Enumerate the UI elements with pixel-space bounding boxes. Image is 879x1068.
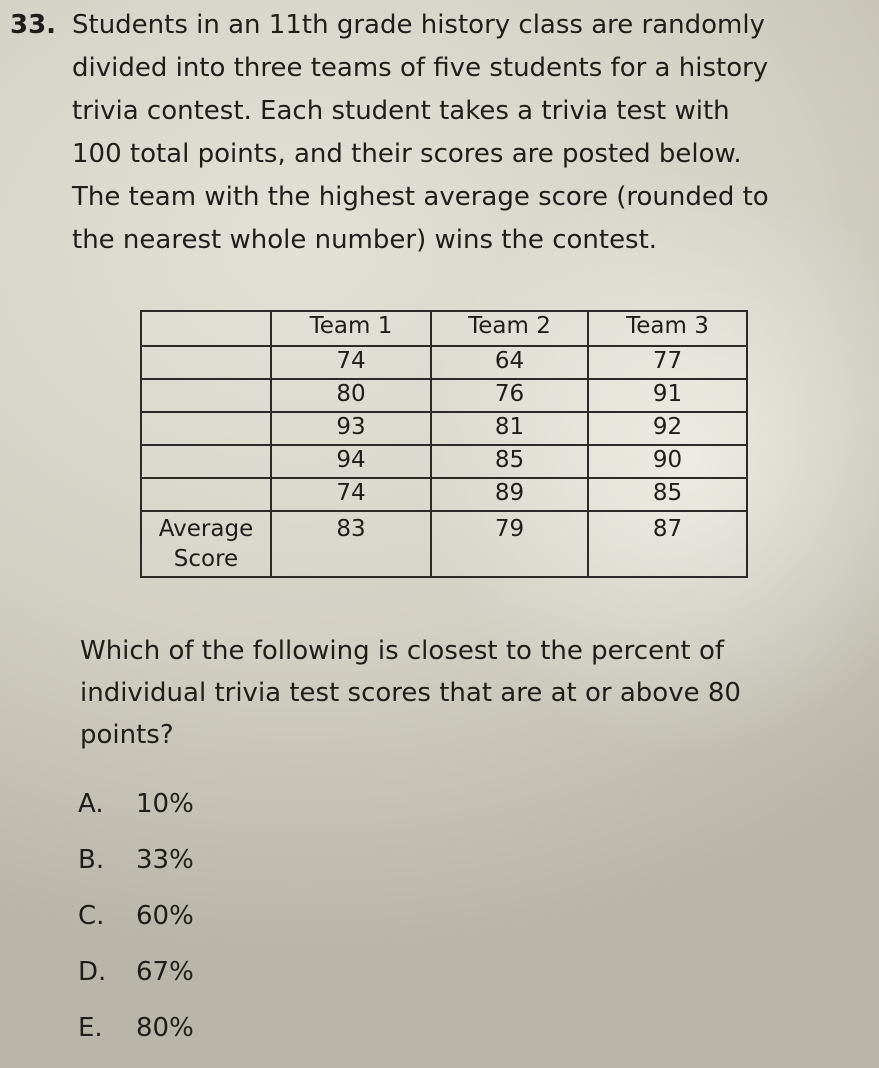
average-score-label bbox=[141, 511, 271, 577]
question-line: trivia contest. Each student takes a trivia test with bbox=[72, 96, 730, 126]
answer-choices bbox=[78, 776, 194, 1056]
answer-choice-e[interactable] bbox=[78, 1000, 194, 1056]
question-prompt bbox=[80, 630, 860, 756]
question-line: Students in an 11th grade history class are randomly bbox=[72, 10, 765, 40]
average-score-cell: 83 bbox=[271, 511, 431, 577]
table-cell: 76 bbox=[431, 379, 588, 412]
table-cell: 74 bbox=[271, 478, 431, 511]
average-score-row bbox=[141, 511, 747, 577]
table-cell bbox=[141, 445, 271, 478]
table-cell bbox=[141, 379, 271, 412]
average-score-cell: 79 bbox=[431, 511, 588, 577]
question-line: The team with the highest average score (rounded to bbox=[72, 182, 769, 212]
prompt-line: Which of the following is closest to the percent of bbox=[80, 636, 725, 666]
choice-letter: A. bbox=[78, 789, 104, 819]
table-cell: 64 bbox=[431, 346, 588, 379]
table-cell: 85 bbox=[431, 445, 588, 478]
choice-letter: E. bbox=[78, 1013, 103, 1043]
table-cell bbox=[141, 478, 271, 511]
table-cell: 92 bbox=[588, 412, 747, 445]
table-cell: 85 bbox=[588, 478, 747, 511]
choice-text: 60% bbox=[136, 901, 194, 931]
scores-table-container bbox=[140, 310, 746, 576]
table-cell: 74 bbox=[271, 346, 431, 379]
question-line: divided into three teams of five students for a history bbox=[72, 53, 769, 83]
choice-text: 33% bbox=[136, 845, 194, 875]
table-row bbox=[141, 412, 747, 445]
table-row bbox=[141, 478, 747, 511]
average-label-line: Score bbox=[173, 546, 239, 572]
prompt-line: individual trivia test scores that are at or above 80 bbox=[80, 678, 741, 708]
table-row bbox=[141, 346, 747, 379]
scores-table bbox=[140, 310, 748, 578]
average-label-line: Average bbox=[158, 516, 254, 542]
choice-letter: B. bbox=[78, 845, 105, 875]
table-cell bbox=[141, 412, 271, 445]
table-cell bbox=[141, 346, 271, 379]
table-cell: 77 bbox=[588, 346, 747, 379]
choice-letter: C. bbox=[78, 901, 105, 931]
question-line: the nearest whole number) wins the contest. bbox=[72, 225, 658, 255]
choice-letter: D. bbox=[78, 957, 107, 987]
answer-choice-a[interactable] bbox=[78, 776, 194, 832]
table-cell: 91 bbox=[588, 379, 747, 412]
answer-choice-c[interactable] bbox=[78, 888, 194, 944]
average-score-cell: 87 bbox=[588, 511, 747, 577]
table-row bbox=[141, 445, 747, 478]
table-header-cell bbox=[141, 311, 271, 346]
table-header-cell: Team 3 bbox=[588, 311, 747, 346]
prompt-line: points? bbox=[80, 720, 174, 750]
answer-choice-d[interactable] bbox=[78, 944, 194, 1000]
table-header-row bbox=[141, 311, 747, 346]
question-number: 33. bbox=[10, 10, 57, 40]
choice-text: 10% bbox=[136, 789, 194, 819]
table-cell: 93 bbox=[271, 412, 431, 445]
table-header-cell: Team 2 bbox=[431, 311, 588, 346]
table-cell: 80 bbox=[271, 379, 431, 412]
question-text bbox=[72, 4, 872, 262]
table-header-cell: Team 1 bbox=[271, 311, 431, 346]
table-cell: 94 bbox=[271, 445, 431, 478]
table-cell: 81 bbox=[431, 412, 588, 445]
table-cell: 89 bbox=[431, 478, 588, 511]
table-cell: 90 bbox=[588, 445, 747, 478]
choice-text: 67% bbox=[136, 957, 194, 987]
table-row bbox=[141, 379, 747, 412]
answer-choice-b[interactable] bbox=[78, 832, 194, 888]
question-line: 100 total points, and their scores are posted below. bbox=[72, 139, 742, 169]
choice-text: 80% bbox=[136, 1013, 194, 1043]
